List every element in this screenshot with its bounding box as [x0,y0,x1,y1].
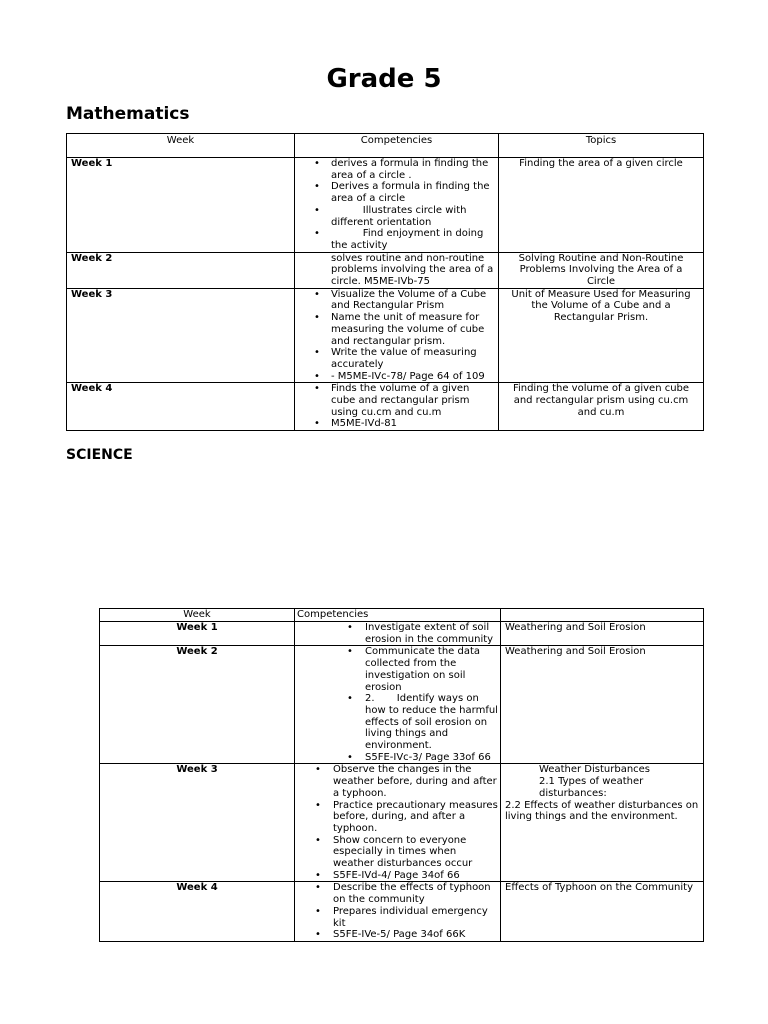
table-row [100,882,704,942]
topics-cell [501,764,704,882]
week-cell: Week 2 [67,252,295,288]
competencies-cell [295,383,499,431]
list-item: • Name the unit of measure for measuring the volume of cube and rectangular prism. [295,312,494,347]
list-item: • S5FE-IVe-5/ Page 34of 66K [295,929,500,941]
list-item: • derives a formula in finding the area of a circle . [295,158,494,181]
topic-line: 2.1 Types of weather disturbances: [539,776,644,799]
week-cell: Week 1 [100,622,295,646]
list-item: • - M5ME-IVc-78/ Page 64 of 109 [295,371,494,383]
competencies-cell [295,288,499,383]
science-heading: SCIENCE [66,447,133,463]
topics-cell: Effects of Typhoon on the Community [501,882,704,942]
table-row [67,252,704,288]
list-item: • Visualize the Volume of a Cube and Rectangular Prism [295,289,494,312]
list-item: • Write the value of measuring accurately [295,347,494,370]
topics-cell: Weathering and Soil Erosion [501,622,704,646]
competency-text: solves routine and non-routine problems involving the area of a circle. M5ME-IVb-75 [331,252,494,288]
topics-cell: Unit of Measure Used for Measuring the Volume of a Cube and a Rectangular Prism. [499,288,704,383]
list-item: • Find enjoyment in doing the activity [295,228,494,251]
competencies-cell [295,158,499,253]
list-item: • Observe the changes in the weather before, during and after a typhoon. [295,764,500,799]
table-row [67,158,704,253]
list-item: • S5FE-IVd-4/ Page 34of 66 [295,870,500,882]
list-item: • S5FE-IVc-3/ Page 33of 66 [295,752,500,764]
week-cell: Week 3 [100,764,295,882]
table-row [100,622,704,646]
list-item: • Prepares individual emergency kit [295,906,500,929]
list-item: • Communicate the data collected from the investigation on soil erosion [295,646,500,693]
week-cell: Week 4 [67,383,295,431]
column-header-week: Week [100,609,295,622]
competencies-cell [295,622,501,646]
list-item: • Practice precautionary measures before, during, and after a typhoon. [295,800,500,835]
list-item: • Finds the volume of a given cube and rectangular prism using cu.cm and cu.m [295,383,494,418]
mathematics-heading: Mathematics [66,104,190,124]
list-item: • M5ME-IVd-81 [295,418,494,430]
topics-cell: Finding the area of a given circle [499,158,704,253]
table-row [100,764,704,882]
topic-line: Weather Disturbances [539,764,651,776]
topic-line: 2.2 Effects of weather disturbances on living things and the environment. [505,799,699,823]
table-row [67,288,704,383]
competencies-cell [295,882,501,942]
list-item: • Investigate extent of soil erosion in the community [295,622,500,645]
week-cell: Week 1 [67,158,295,253]
mathematics-table [66,133,704,431]
science-table [99,608,704,942]
column-header-topics [501,609,704,622]
table-header-row [67,134,704,158]
competencies-cell [295,252,499,288]
competencies-cell [295,764,501,882]
list-item: • Illustrates circle with different orientation [295,205,494,228]
table-row [67,383,704,431]
column-header-week: Week [67,134,295,158]
competencies-cell [295,646,501,764]
list-item: • Derives a formula in finding the area of a circle [295,181,494,204]
table-header-row [100,609,704,622]
page-title: Grade 5 [326,64,442,94]
column-header-topics: Topics [499,134,704,158]
week-cell: Week 3 [67,288,295,383]
topics-cell: Solving Routine and Non-Routine Problems Involving the Area of a Circle [499,252,704,288]
column-header-competencies: Competencies [295,609,501,622]
table-row [100,646,704,764]
week-cell: Week 2 [100,646,295,764]
list-item: • 2. Identify ways on how to reduce the harmful effects of soil erosion on living things and environment. [295,693,500,752]
topics-cell: Weathering and Soil Erosion [501,646,704,764]
week-cell: Week 4 [100,882,295,942]
list-item: • Show concern to everyone especially in times when weather disturbances occur [295,835,500,870]
list-item: • Describe the effects of typhoon on the community [295,882,500,905]
topics-cell: Finding the volume of a given cube and rectangular prism using cu.cm and cu.m [499,383,704,431]
column-header-competencies: Competencies [295,134,499,158]
